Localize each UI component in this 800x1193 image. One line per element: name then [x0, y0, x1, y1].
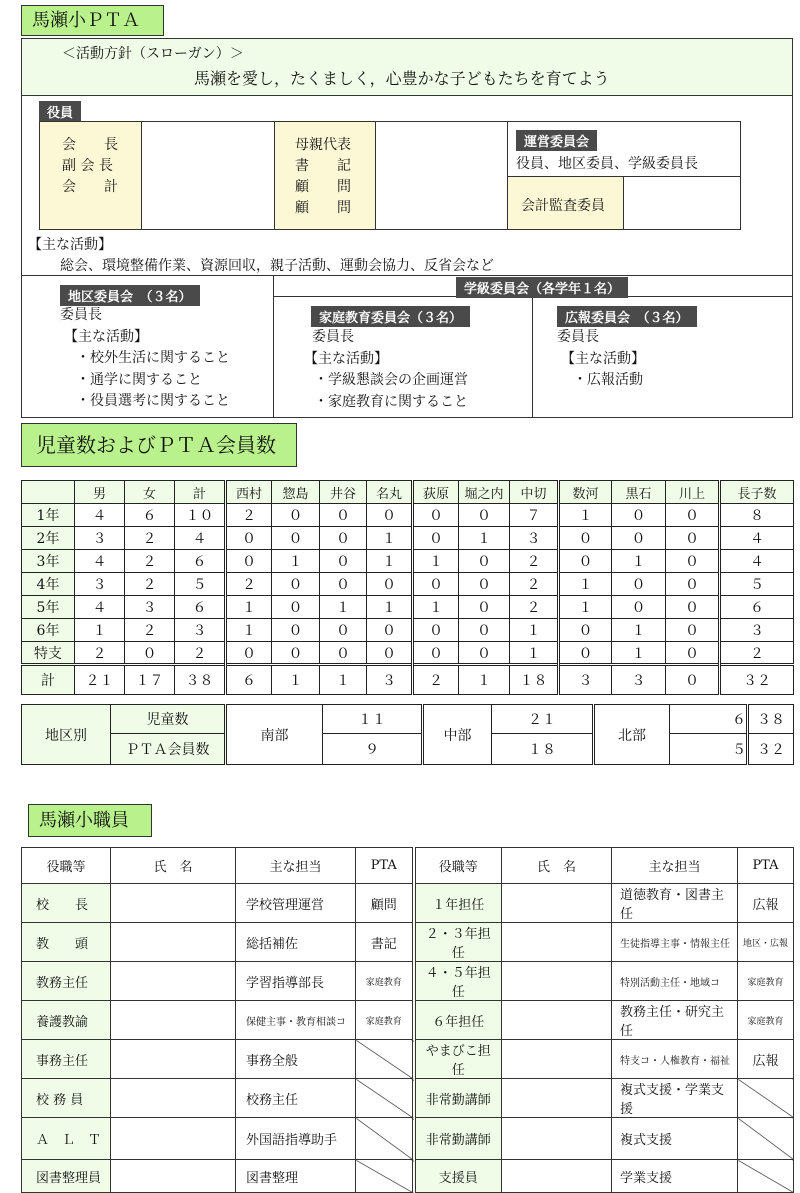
audit-label: 会計監査委員 — [521, 198, 605, 214]
pr-chair: 委員長 — [557, 329, 599, 345]
audit-cell — [507, 176, 624, 230]
staff-duty: 学業支援 — [612, 1160, 738, 1193]
grade-label: 特支 — [22, 642, 75, 665]
staff-row — [22, 1001, 794, 1040]
stats-cell: ７ — [510, 504, 559, 527]
stats-cell: ０ — [459, 642, 510, 665]
stats-column-header: 荻原 — [413, 481, 459, 504]
stats-cell: １ — [559, 596, 612, 619]
officer-vice-president: 副 会 長 — [62, 158, 113, 174]
stats-cell: ０ — [459, 619, 510, 642]
home-edu-activity-label: 【主な活動】 — [304, 350, 388, 367]
stats-total-cell: １ — [320, 665, 367, 695]
stats-cell: ２ — [125, 573, 175, 596]
stats-total-cell: ３ — [367, 665, 413, 695]
slogan-text: 馬瀬を愛し，たくましく，心豊かな子どもたちを育てよう — [194, 69, 610, 88]
staff-duty: 複式支援 — [612, 1118, 738, 1160]
staff-row — [22, 1160, 794, 1193]
stats-cell: ０ — [666, 573, 720, 596]
stats-cell: ３ — [175, 619, 226, 642]
north-children: ６ — [670, 705, 748, 734]
staff-column-header: 役職等 — [414, 848, 502, 884]
stats-column-header — [22, 481, 75, 504]
stats-cell: ０ — [320, 642, 367, 665]
stats-column-header: 西村 — [226, 481, 272, 504]
stats-column-header: 惣島 — [272, 481, 320, 504]
stats-total-cell: １８ — [510, 665, 559, 695]
area-label: 地区別 — [22, 705, 111, 765]
south-label: 南部 — [226, 705, 323, 765]
stats-table — [21, 480, 794, 695]
stats-cell: ０ — [320, 504, 367, 527]
stats-cell: ０ — [320, 619, 367, 642]
grade-label: 6年 — [22, 619, 75, 642]
stats-column-header: 計 — [175, 481, 226, 504]
staff-name — [502, 1079, 612, 1118]
officers-left-list — [62, 135, 118, 198]
steering-header: 運営委員会 — [516, 130, 597, 151]
stats-cell: ０ — [272, 504, 320, 527]
officers-header: 役員 — [39, 101, 81, 122]
staff-position: 教務主任 — [22, 962, 111, 1001]
stats-cell: １ — [367, 527, 413, 550]
staff-column-header: PTA — [738, 848, 794, 884]
stats-cell: ６ — [720, 596, 794, 619]
stats-cell: １ — [226, 619, 272, 642]
stats-cell: １ — [612, 642, 666, 665]
south-children: １１ — [323, 705, 423, 734]
stats-cell: ０ — [272, 642, 320, 665]
stats-total-cell: ２ — [413, 665, 459, 695]
stats-cell: １ — [559, 504, 612, 527]
staff-position: 校 務 員 — [22, 1079, 111, 1118]
stats-cell: ０ — [459, 550, 510, 573]
stats-cell: ２ — [510, 550, 559, 573]
stats-total-cell: ２１ — [75, 665, 125, 695]
staff-pta — [738, 1160, 794, 1193]
stats-column-header: 男 — [75, 481, 125, 504]
staff-duty: 複式支援・学業支援 — [612, 1079, 738, 1118]
staff-position: 事務主任 — [22, 1040, 111, 1079]
main-activity-text: 総会、環境整備作業、資源回収，親子活動、運動会協力、反省会など — [60, 258, 494, 274]
staff-duty: 事務全般 — [236, 1040, 356, 1079]
staff-duty: 教務主任・研究主任 — [612, 1001, 738, 1040]
staff-name — [502, 884, 612, 923]
staff-name — [111, 962, 236, 1001]
staff-pta — [356, 1160, 414, 1193]
north-members: ５ — [670, 734, 748, 765]
stats-cell: ５ — [720, 573, 794, 596]
pta-title: 馬瀬小ＰＴＡ — [21, 5, 164, 36]
grade-label: 1年 — [22, 504, 75, 527]
pr-item: ・広報活動 — [573, 372, 643, 388]
stats-cell: ０ — [413, 642, 459, 665]
staff-pta — [356, 1079, 414, 1118]
stats-cell: ３ — [125, 596, 175, 619]
stats-total-cell: １７ — [125, 665, 175, 695]
slogan-label: ＜活動方針（スローガン）＞ — [62, 46, 244, 62]
officer-secretary: 書 記 — [295, 158, 351, 174]
stats-cell: ０ — [125, 642, 175, 665]
staff-duty: 校務主任 — [236, 1079, 356, 1118]
staff-pta: 書記 — [356, 923, 414, 962]
staff-pta: 広報 — [738, 1040, 794, 1079]
stats-cell: ０ — [226, 642, 272, 665]
staff-pta: 顧問 — [356, 884, 414, 923]
district-activity-label: 【主な活動】 — [64, 328, 148, 345]
pr-header: 広報委員会 （３名） — [557, 306, 697, 327]
staff-pta — [356, 1118, 414, 1160]
staff-pta: 広報 — [738, 884, 794, 923]
stats-cell: ０ — [459, 596, 510, 619]
staff-column-header: PTA — [356, 848, 414, 884]
stats-total-row — [22, 665, 794, 695]
stats-cell: ０ — [413, 504, 459, 527]
stats-cell: ０ — [413, 619, 459, 642]
staff-column-header: 主な担当 — [236, 848, 356, 884]
stats-total-cell: ３８ — [175, 665, 226, 695]
class-committee-header: 学級委員会（各学年１名） — [456, 277, 628, 298]
stats-cell: ２ — [510, 573, 559, 596]
stats-total-cell: １ — [459, 665, 510, 695]
stats-cell: ０ — [320, 527, 367, 550]
central-label: 中部 — [423, 705, 492, 765]
staff-pta — [738, 1079, 794, 1118]
home-edu-item: ・学級懇談会の企画運営 — [314, 372, 468, 388]
stats-cell: ０ — [272, 573, 320, 596]
staff-duty: 生徒指導主事・情報主任 — [612, 923, 738, 962]
staff-column-header: 氏 名 — [502, 848, 612, 884]
stats-cell: ０ — [413, 573, 459, 596]
staff-name — [502, 1040, 612, 1079]
stats-cell: ０ — [320, 550, 367, 573]
staff-column-header: 主な担当 — [612, 848, 738, 884]
staff-pta: 家庭教育 — [356, 962, 414, 1001]
officer-advisor-1: 顧 問 — [295, 179, 351, 195]
stats-cell: ０ — [367, 619, 413, 642]
stats-cell: ０ — [666, 642, 720, 665]
stats-cell: ６ — [175, 596, 226, 619]
home-edu-body — [304, 327, 468, 413]
stats-cell: ６ — [125, 504, 175, 527]
stats-cell: ０ — [226, 527, 272, 550]
stats-cell: ２ — [125, 527, 175, 550]
staff-column-header: 氏 名 — [111, 848, 236, 884]
staff-position: １年担任 — [414, 884, 502, 923]
stats-cell: ０ — [367, 573, 413, 596]
children-label: 児童数 — [111, 705, 226, 734]
stats-cell: ０ — [320, 573, 367, 596]
south-members: ９ — [323, 734, 423, 765]
district-body — [60, 305, 230, 413]
grade-label: 3年 — [22, 550, 75, 573]
district-item: ・役員選考に関すること — [76, 393, 230, 409]
stats-cell: ０ — [612, 527, 666, 550]
staff-position: 非常勤講師 — [414, 1079, 502, 1118]
staff-duty: 図書整理 — [236, 1160, 356, 1193]
stats-cell: ０ — [666, 619, 720, 642]
stats-cell: ０ — [666, 504, 720, 527]
staff-name — [111, 923, 236, 962]
stats-cell: ０ — [612, 504, 666, 527]
stats-cell: １ — [367, 596, 413, 619]
staff-position: 教 頭 — [22, 923, 111, 962]
staff-row — [22, 1118, 794, 1160]
stats-cell: ４ — [720, 550, 794, 573]
staff-position: 図書整理員 — [22, 1160, 111, 1193]
officers-mid-list — [295, 135, 351, 219]
steering-cell — [507, 121, 741, 177]
slogan-box — [21, 38, 793, 96]
stats-title: 児童数およびＰＴＡ会員数 — [21, 423, 297, 467]
stats-cell: ４ — [75, 596, 125, 619]
stats-total-cell: ０ — [666, 665, 720, 695]
staff-row — [22, 1079, 794, 1118]
stats-total-cell: ３ — [612, 665, 666, 695]
stats-cell: ３ — [510, 527, 559, 550]
staff-duty: 特支コ・人権教育・福祉 — [612, 1040, 738, 1079]
staff-name — [111, 1160, 236, 1193]
staff-position: Ａ Ｌ Ｔ — [22, 1118, 111, 1160]
stats-cell: １ — [272, 550, 320, 573]
stats-cell: ２ — [226, 573, 272, 596]
staff-position: 非常勤講師 — [414, 1118, 502, 1160]
staff-duty: 総括補佐 — [236, 923, 356, 962]
stats-row — [22, 596, 794, 619]
stats-cell: ０ — [666, 550, 720, 573]
staff-name — [502, 923, 612, 962]
stats-cell: １ — [612, 550, 666, 573]
staff-duty: 学校管理運営 — [236, 884, 356, 923]
stats-column-header: 数河 — [559, 481, 612, 504]
staff-duty: 外国語指導助手 — [236, 1118, 356, 1160]
stats-cell: ０ — [413, 527, 459, 550]
stats-cell: １ — [413, 550, 459, 573]
staff-name — [111, 1118, 236, 1160]
audit-blank — [623, 176, 741, 230]
stats-column-header: 堀之内 — [459, 481, 510, 504]
stats-cell: ０ — [272, 527, 320, 550]
staff-duty: 保健主事・教育相談コ — [236, 1001, 356, 1040]
staff-row — [22, 962, 794, 1001]
stats-column-header: 井谷 — [320, 481, 367, 504]
central-members: １８ — [492, 734, 594, 765]
stats-cell: ２ — [125, 550, 175, 573]
central-children: ２１ — [492, 705, 594, 734]
staff-duty: 特別活動主任・地域コ — [612, 962, 738, 1001]
staff-position: やまびこ担任 — [414, 1040, 502, 1079]
stats-row — [22, 619, 794, 642]
home-edu-header: 家庭教育委員会（３名） — [311, 306, 470, 327]
stats-cell: ０ — [666, 527, 720, 550]
stats-cell: ２ — [720, 642, 794, 665]
stats-cell: １ — [226, 596, 272, 619]
stats-cell: １ — [459, 527, 510, 550]
members-label: ＰＴＡ会員数 — [111, 734, 226, 765]
staff-pta — [356, 1040, 414, 1079]
stats-total-cell: ６ — [226, 665, 272, 695]
stats-cell: ０ — [367, 504, 413, 527]
district-item: ・通学に関すること — [76, 371, 202, 388]
pr-body — [557, 327, 645, 392]
stats-cell: ２ — [226, 504, 272, 527]
stats-cell: ０ — [272, 596, 320, 619]
staff-position: 支援員 — [414, 1160, 502, 1193]
staff-row — [22, 1040, 794, 1079]
staff-pta: 地区・広報 — [738, 923, 794, 962]
officer-president: 会 長 — [62, 137, 118, 153]
officer-advisor-2: 顧 問 — [295, 200, 351, 216]
stats-total-cell: １ — [272, 665, 320, 695]
staff-row — [22, 884, 794, 923]
stats-cell: １０ — [175, 504, 226, 527]
stats-cell: ２ — [75, 642, 125, 665]
stats-cell: ２ — [125, 619, 175, 642]
staff-table — [21, 847, 794, 1193]
stats-total-cell: ３２ — [720, 665, 794, 695]
staff-pta: 家庭教育 — [356, 1001, 414, 1040]
stats-column-header: 女 — [125, 481, 175, 504]
officer-treasurer: 会 計 — [62, 179, 118, 195]
steering-text: 役員、地区委員、学級委員長 — [516, 156, 698, 172]
stats-cell: ０ — [612, 596, 666, 619]
stats-cell: ４ — [75, 504, 125, 527]
staff-column-header: 役職等 — [22, 848, 111, 884]
district-item: ・校外生活に関すること — [76, 350, 230, 366]
main-activity-label: 【主な活動】 — [28, 237, 112, 253]
stats-cell: １ — [612, 619, 666, 642]
stats-cell: ０ — [559, 642, 612, 665]
staff-name — [502, 1118, 612, 1160]
grade-label: 4年 — [22, 573, 75, 596]
officer-mothers-rep: 母親代表 — [295, 137, 351, 153]
stats-cell: ０ — [559, 550, 612, 573]
staff-name — [502, 1160, 612, 1193]
stats-cell: １ — [320, 596, 367, 619]
stats-cell: １ — [413, 596, 459, 619]
stats-cell: １ — [510, 619, 559, 642]
stats-cell: １ — [367, 550, 413, 573]
stats-cell: １ — [75, 619, 125, 642]
officers-mid-blank — [375, 121, 508, 230]
staff-pta — [738, 1118, 794, 1160]
staff-duty: 学習指導部長 — [236, 962, 356, 1001]
staff-pta: 家庭教育 — [738, 1001, 794, 1040]
staff-name — [111, 1040, 236, 1079]
home-edu-item: ・家庭教育に関すること — [314, 393, 468, 410]
staff-position: 校 長 — [22, 884, 111, 923]
officers-mid-cell — [274, 121, 376, 230]
stats-cell: ２ — [510, 596, 559, 619]
stats-cell: ０ — [459, 504, 510, 527]
stats-cell: １ — [510, 642, 559, 665]
stats-row — [22, 504, 794, 527]
stats-column-header: 中切 — [510, 481, 559, 504]
stats-row — [22, 527, 794, 550]
pr-activity-label: 【主な活動】 — [561, 350, 645, 367]
stats-cell: １ — [559, 573, 612, 596]
staff-name — [111, 1079, 236, 1118]
total-children: ３８ — [748, 705, 794, 734]
stats-row — [22, 642, 794, 665]
stats-cell: ６ — [175, 550, 226, 573]
staff-duty: 道徳教育・図書主任 — [612, 884, 738, 923]
staff-position: ６年担任 — [414, 1001, 502, 1040]
staff-name — [111, 884, 236, 923]
north-label: 北部 — [594, 705, 670, 765]
officers-left-cell — [39, 121, 142, 230]
staff-title: 馬瀬小職員 — [28, 804, 152, 837]
stats-column-header: 川上 — [666, 481, 720, 504]
total-label: 計 — [22, 665, 75, 695]
stats-row — [22, 550, 794, 573]
stats-cell: ０ — [367, 642, 413, 665]
staff-row — [22, 923, 794, 962]
stats-cell: ４ — [175, 527, 226, 550]
stats-header-row — [22, 481, 794, 504]
staff-name — [111, 1001, 236, 1040]
home-edu-chair: 委員長 — [312, 329, 354, 345]
stats-cell: ２ — [175, 642, 226, 665]
area-table — [21, 704, 794, 765]
district-header: 地区委員会 （３名） — [60, 285, 200, 306]
stats-cell: ５ — [175, 573, 226, 596]
stats-cell: ８ — [720, 504, 794, 527]
stats-cell: ４ — [720, 527, 794, 550]
stats-total-cell: ３ — [559, 665, 612, 695]
officers-left-blank — [141, 121, 275, 230]
stats-cell: ０ — [459, 573, 510, 596]
stats-cell: ０ — [226, 550, 272, 573]
stats-row — [22, 573, 794, 596]
grade-label: 5年 — [22, 596, 75, 619]
staff-position: ４・５年担任 — [414, 962, 502, 1001]
stats-cell: ０ — [559, 527, 612, 550]
staff-position: ２・３年担任 — [414, 923, 502, 962]
staff-header-row — [22, 848, 794, 884]
stats-cell: ３ — [720, 619, 794, 642]
stats-cell: ３ — [75, 573, 125, 596]
stats-cell: ０ — [612, 573, 666, 596]
stats-cell: ３ — [75, 527, 125, 550]
stats-column-header: 名丸 — [367, 481, 413, 504]
staff-pta: 家庭教育 — [738, 962, 794, 1001]
stats-column-header: 長子数 — [720, 481, 794, 504]
stats-cell: ０ — [666, 596, 720, 619]
staff-name — [502, 1001, 612, 1040]
stats-cell: ０ — [272, 619, 320, 642]
committees-divider-2 — [532, 296, 533, 418]
staff-position: 養護教諭 — [22, 1001, 111, 1040]
stats-cell: ４ — [75, 550, 125, 573]
district-chair: 委員長 — [60, 307, 102, 323]
total-members: ３２ — [748, 734, 794, 765]
staff-name — [502, 962, 612, 1001]
stats-column-header: 黒石 — [612, 481, 666, 504]
grade-label: 2年 — [22, 527, 75, 550]
stats-cell: ０ — [559, 619, 612, 642]
